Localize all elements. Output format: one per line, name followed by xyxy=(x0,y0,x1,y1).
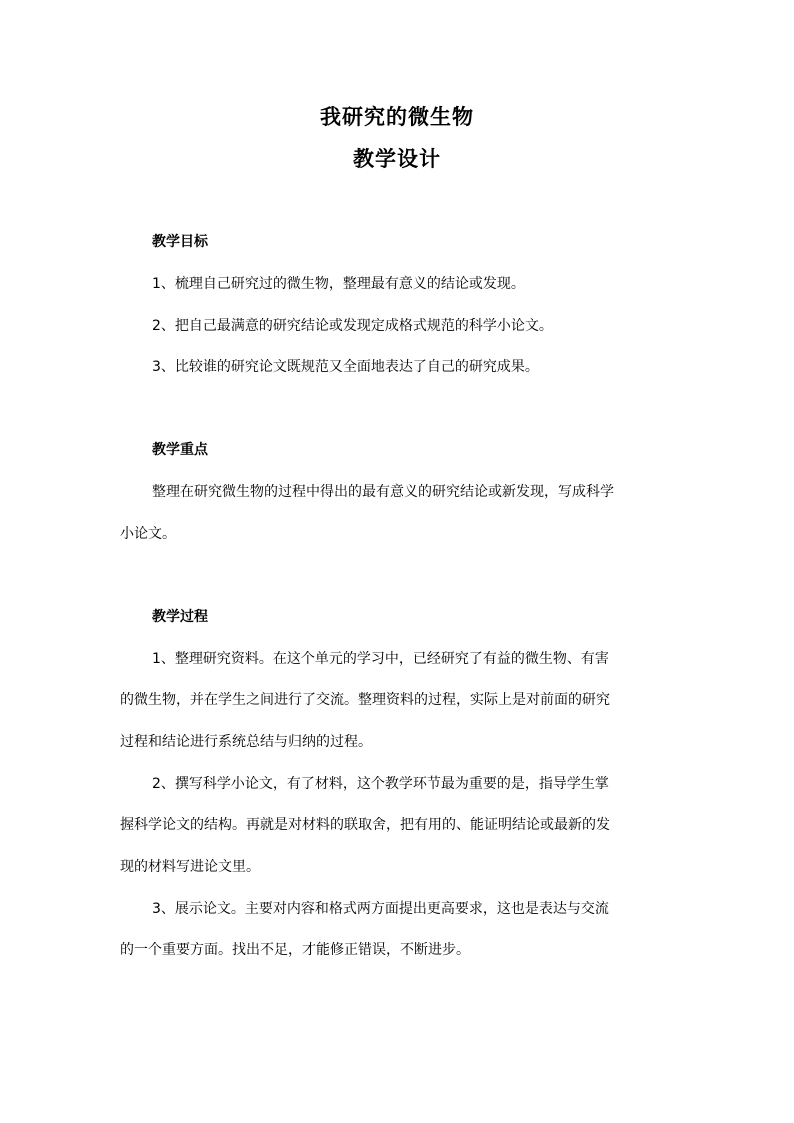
focus-line: 整理在研究微生物的过程中得出的最有意义的研究结论或新发现，写成科学 xyxy=(152,484,614,500)
process-paragraph-line: 3、展示论文。主要对内容和格式两方面提出更高要求，这也是表达与交流 xyxy=(152,901,609,917)
focus-line: 小论文。 xyxy=(120,526,176,542)
process-paragraph-line: 现的材料写进论文里。 xyxy=(120,859,260,875)
goals-heading: 教学目标 xyxy=(152,234,208,250)
process-paragraph-line: 的微生物，并在学生之间进行了交流。整理资料的过程，实际上是对前面的研究 xyxy=(120,692,610,708)
goal-item: 2、把自己最满意的研究结论或发现定成格式规范的科学小论文。 xyxy=(152,318,553,334)
process-heading: 教学过程 xyxy=(152,609,208,625)
process-paragraph-line: 过程和结论进行系统总结与归纳的过程。 xyxy=(120,734,372,750)
goal-item: 3、比较谁的研究论文既规范又全面地表达了自己的研究成果。 xyxy=(152,359,539,375)
process-paragraph-line: 的一个重要方面。找出不足，才能修正错误，不断进步。 xyxy=(120,942,470,958)
focus-heading: 教学重点 xyxy=(152,442,208,458)
goal-item: 1、梳理自己研究过的微生物，整理最有意义的结论或发现。 xyxy=(152,276,525,292)
document-title: 我研究的微生物 xyxy=(320,104,474,129)
process-paragraph-line: 2、撰写科学小论文，有了材料，这个教学环节最为重要的是，指导学生掌 xyxy=(152,776,609,792)
process-paragraph-line: 1、整理研究资料。在这个单元的学习中，已经研究了有益的微生物、有害 xyxy=(152,651,609,667)
process-paragraph-line: 握科学论文的结构。再就是对材料的联取舍，把有用的、能证明结论或最新的发 xyxy=(120,817,610,833)
document-subtitle: 教学设计 xyxy=(353,146,441,171)
